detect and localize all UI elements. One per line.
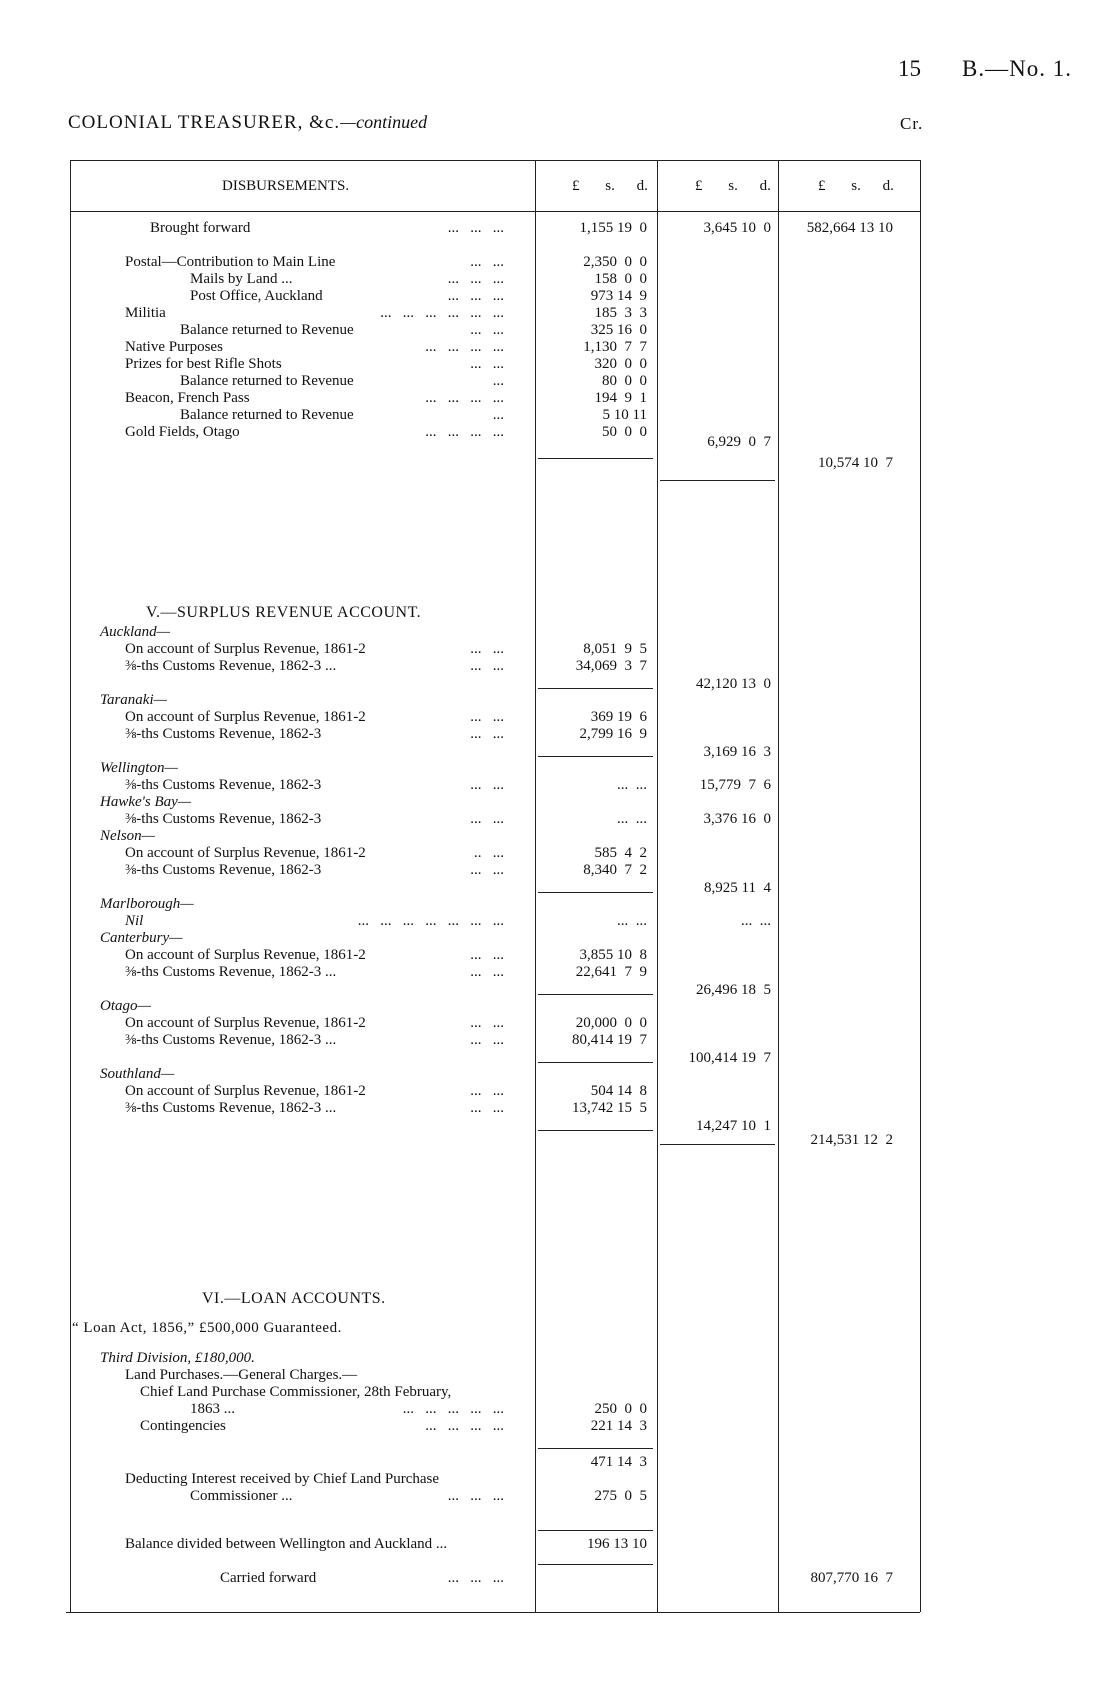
row-label: Land Purchases.—General Charges.— (125, 1367, 358, 1383)
row-label: Chief Land Purchase Commissioner, 28th February, (140, 1384, 452, 1400)
row-label: ⅜-ths Customs Revenue, 1862-3 (125, 777, 322, 793)
subtotal-rule (538, 1530, 653, 1531)
leader-dots: ... ... (470, 641, 504, 657)
ledger-row (0, 1100, 1114, 1117)
ledger-row (0, 356, 1114, 373)
row-label: Third Division, £180,000. (100, 1350, 255, 1366)
amount-c1: 325 16 0 (590, 322, 647, 338)
ledger-row (0, 709, 1114, 726)
amount-c1: 80,414 19 7 (572, 1032, 647, 1048)
amount-c1: 320 0 0 (594, 356, 647, 372)
leader-dots: ... ... (470, 1015, 504, 1031)
loan-act-line: “ Loan Act, 1856,” £500,000 Guaranteed. (72, 1320, 342, 1336)
row-label: Carried forward (220, 1570, 317, 1586)
ledger-row (0, 434, 1114, 451)
leader-dots: ... ... (470, 709, 504, 725)
leader-dots: ... ... ... ... ... (402, 1401, 504, 1417)
row-label: 1863 ... (190, 1401, 235, 1417)
leader-dots: ... ... ... ... ... ... ... (357, 913, 504, 929)
amount-c1: 8,051 9 5 (583, 641, 647, 657)
row-label: Native Purposes (125, 339, 223, 355)
leader-dots: ... ... ... (447, 1488, 504, 1504)
amount-c1: 275 0 5 (594, 1488, 647, 1504)
leader-dots: ... ... ... (447, 220, 504, 236)
amount-c3: 582,664 13 10 (806, 220, 893, 236)
ledger-row (0, 1454, 1114, 1471)
table-bottom-rule (66, 1612, 920, 1613)
row-label: ⅜-ths Customs Revenue, 1862-3 (125, 811, 322, 827)
leader-dots: ... ... (470, 964, 504, 980)
ledger-row (0, 1418, 1114, 1435)
amount-c1: 13,742 15 5 (572, 1100, 647, 1116)
leader-dots: ... ... ... (447, 1570, 504, 1586)
amount-c1: 973 14 9 (590, 288, 647, 304)
amount-c1: 50 0 0 (602, 424, 647, 440)
ledger-row (0, 1536, 1114, 1553)
leader-dots: ... ... (470, 1100, 504, 1116)
row-label: Balance divided between Wellington and Auckland ... (125, 1536, 448, 1552)
ledger-row (0, 322, 1114, 339)
shilling-label: s. (605, 178, 615, 194)
ledger-row (0, 305, 1114, 322)
ledger-row (0, 407, 1114, 424)
row-label: On account of Surplus Revenue, 1861-2 (125, 1083, 366, 1099)
amount-c1: ... ... (617, 777, 647, 793)
pound-label: £ (695, 178, 703, 194)
subtotal-rule (538, 1564, 653, 1565)
ledger-row (0, 982, 1114, 999)
row-label: ⅜-ths Customs Revenue, 1862-3 ... (125, 658, 337, 674)
leader-dots: ... ... (470, 947, 504, 963)
subtotal-rule (660, 480, 775, 481)
amount-c1: 504 14 8 (590, 1083, 647, 1099)
ledger-row (0, 641, 1114, 658)
row-label: Gold Fields, Otago (125, 424, 240, 440)
leader-dots: ... ... ... (447, 288, 504, 304)
ledger-row (0, 845, 1114, 862)
row-label: Balance returned to Revenue (180, 373, 354, 389)
amount-c1: 22,641 7 9 (575, 964, 647, 980)
pence-label: d. (882, 178, 894, 194)
amount-c2: 3,376 16 0 (703, 811, 771, 827)
ledger-row (0, 339, 1114, 356)
amount-c1: 8,340 7 2 (583, 862, 647, 878)
ledger-row (0, 726, 1114, 743)
amount-c1: 20,000 0 0 (575, 1015, 647, 1031)
ledger-row (0, 1570, 1114, 1587)
amount-c1: 3,855 10 8 (579, 947, 647, 963)
amount-c1: 1,130 7 7 (583, 339, 647, 355)
shilling-label: s. (851, 178, 861, 194)
row-label: Commissioner ... (190, 1488, 293, 1504)
ledger-row (0, 220, 1114, 237)
leader-dots: ... ... (470, 322, 504, 338)
credit-side-label: Cr. (900, 114, 924, 133)
title-main: COLONIAL TREASURER, &c. (68, 112, 341, 133)
amount-c2: 42,120 13 0 (696, 676, 771, 692)
amount-c1: 369 19 6 (590, 709, 647, 725)
ledger-row (0, 1032, 1114, 1049)
page-title (68, 112, 427, 134)
ledger-row (0, 271, 1114, 288)
leader-dots: ... ... (470, 862, 504, 878)
row-label: Prizes for best Rifle Shots (125, 356, 282, 372)
amount-c1: 158 0 0 (594, 271, 647, 287)
ledger-row (0, 1488, 1114, 1505)
amount-c3: 214,531 12 2 (810, 1132, 893, 1148)
amount-c1: ... ... (617, 811, 647, 827)
amount-c1: 250 0 0 (594, 1401, 647, 1417)
row-label: On account of Surplus Revenue, 1861-2 (125, 947, 366, 963)
row-label: Marlborough— (100, 896, 194, 912)
leader-dots: ... ... (470, 811, 504, 827)
row-label: Balance returned to Revenue (180, 322, 354, 338)
leader-dots: ... (492, 373, 504, 389)
amount-c1: 194 9 1 (594, 390, 647, 406)
pound-label: £ (572, 178, 580, 194)
ledger-row (0, 692, 1114, 709)
row-label: Deducting Interest received by Chief Land Purchase (125, 1471, 440, 1487)
ledger-row (0, 964, 1114, 981)
amount-c2: 14,247 10 1 (696, 1118, 771, 1134)
amount-c1: 80 0 0 (602, 373, 647, 389)
amount-c2: 8,925 11 4 (704, 880, 771, 896)
table-top-rule (70, 160, 920, 161)
ledger-row (0, 744, 1114, 761)
row-label: Auckland— (100, 624, 170, 640)
row-label: ⅜-ths Customs Revenue, 1862-3 ... (125, 964, 337, 980)
ledger-row (0, 998, 1114, 1015)
amount-c2: 100,414 19 7 (688, 1050, 771, 1066)
row-label: Nil (125, 913, 144, 929)
row-label: Post Office, Auckland (190, 288, 323, 304)
amount-c2: ... ... (741, 913, 771, 929)
col2-header (695, 178, 771, 195)
ledger-row (0, 1083, 1114, 1100)
amount-c1: ... ... (617, 913, 647, 929)
amount-c1: 471 14 3 (590, 1454, 647, 1470)
ledger-row (0, 1050, 1114, 1067)
leader-dots: ... ... ... (447, 271, 504, 287)
ledger-row (0, 1471, 1114, 1488)
col3-header (818, 178, 894, 195)
ledger-row (0, 1367, 1114, 1384)
page-number: 15 (898, 56, 921, 81)
ledger-row (0, 1401, 1114, 1418)
amount-c2: 6,929 0 7 (707, 434, 771, 450)
row-label: ⅜-ths Customs Revenue, 1862-3 (125, 726, 322, 742)
leader-dots: ... ... ... ... (425, 1418, 504, 1434)
title-suffix: —continued (340, 112, 428, 132)
ledger-row (0, 676, 1114, 693)
table-header-rule (70, 211, 920, 212)
ledger-row (0, 1350, 1114, 1367)
row-label: On account of Surplus Revenue, 1861-2 (125, 845, 366, 861)
ledger-row (0, 624, 1114, 641)
leader-dots: ... (492, 407, 504, 423)
leader-dots: ... ... (470, 658, 504, 674)
ledger-row (0, 455, 1114, 472)
ledger-row (0, 913, 1114, 930)
amount-c1: 1,155 19 0 (579, 220, 647, 236)
ledger-row (0, 390, 1114, 407)
leader-dots: ... ... (470, 254, 504, 270)
row-label: ⅜-ths Customs Revenue, 1862-3 (125, 862, 322, 878)
amount-c1: 2,350 0 0 (583, 254, 647, 270)
ledger-row (0, 862, 1114, 879)
row-label: On account of Surplus Revenue, 1861-2 (125, 641, 366, 657)
row-label: Nelson— (100, 828, 156, 844)
section-heading-loan: VI.—LOAN ACCOUNTS. (202, 1290, 386, 1307)
row-label: Brought forward (150, 220, 251, 236)
shilling-label: s. (728, 178, 738, 194)
ledger-row (0, 1015, 1114, 1032)
row-label: ⅜-ths Customs Revenue, 1862-3 ... (125, 1032, 337, 1048)
leader-dots: ... ... (470, 1032, 504, 1048)
ledger-row (0, 896, 1114, 913)
ledger-row (0, 777, 1114, 794)
ledger-row (0, 658, 1114, 675)
ledger-row (0, 760, 1114, 777)
ledger-row (0, 947, 1114, 964)
amount-c1: 585 4 2 (594, 845, 647, 861)
ledger-row (0, 880, 1114, 897)
leader-dots: ... ... (470, 726, 504, 742)
amount-c3: 10,574 10 7 (818, 455, 893, 471)
ledger-row (0, 373, 1114, 390)
row-label: Taranaki— (100, 692, 167, 708)
document-reference: B.—No. 1. (962, 56, 1072, 81)
amount-c1: 2,799 16 9 (579, 726, 647, 742)
row-label: Mails by Land ... (190, 271, 293, 287)
ledger-row (0, 254, 1114, 271)
row-label: Militia (125, 305, 166, 321)
row-label: Otago— (100, 998, 151, 1014)
row-label: Hawke's Bay— (100, 794, 192, 810)
ledger-row (0, 811, 1114, 828)
amount-c1: 185 3 3 (594, 305, 647, 321)
ledger-row (0, 794, 1114, 811)
ledger-row (0, 1132, 1114, 1149)
ledger-row (0, 288, 1114, 305)
ledger-row (0, 1066, 1114, 1083)
amount-c2: 26,496 18 5 (696, 982, 771, 998)
pound-label: £ (818, 178, 826, 194)
leader-dots: ... ... (470, 1083, 504, 1099)
amount-c3: 807,770 16 7 (810, 1570, 893, 1586)
section-heading-surplus: V.—SURPLUS REVENUE ACCOUNT. (146, 604, 422, 621)
ledger-row (0, 828, 1114, 845)
amount-c1: 221 14 3 (590, 1418, 647, 1434)
amount-c1: 196 13 10 (587, 1536, 647, 1552)
row-label: Balance returned to Revenue (180, 407, 354, 423)
amount-c1: 5 10 11 (602, 407, 647, 423)
row-label: Beacon, French Pass (125, 390, 250, 406)
leader-dots: ... ... ... ... (425, 390, 504, 406)
row-label: Contingencies (140, 1418, 226, 1434)
row-label: Postal—Contribution to Main Line (125, 254, 336, 270)
ledger-row (0, 1384, 1114, 1401)
row-label: Southland— (100, 1066, 175, 1082)
leader-dots: .. ... (474, 845, 504, 861)
amount-c2: 3,645 10 0 (703, 220, 771, 236)
ledger-row (0, 930, 1114, 947)
leader-dots: ... ... (470, 777, 504, 793)
col1-header (572, 178, 648, 195)
row-label: ⅜-ths Customs Revenue, 1862-3 ... (125, 1100, 337, 1116)
pence-label: d. (636, 178, 648, 194)
leader-dots: ... ... (470, 356, 504, 372)
leader-dots: ... ... ... ... ... ... (380, 305, 504, 321)
amount-c2: 15,779 7 6 (699, 777, 771, 793)
leader-dots: ... ... ... ... (425, 424, 504, 440)
row-label: Wellington— (100, 760, 178, 776)
amount-c2: 3,169 16 3 (703, 744, 771, 760)
row-label: Canterbury— (100, 930, 183, 946)
row-label: On account of Surplus Revenue, 1861-2 (125, 1015, 366, 1031)
leader-dots: ... ... ... ... (425, 339, 504, 355)
subtotal-rule (538, 1448, 653, 1449)
row-label: On account of Surplus Revenue, 1861-2 (125, 709, 366, 725)
pence-label: d. (759, 178, 771, 194)
disbursements-header: DISBURSEMENTS. (222, 178, 350, 194)
amount-c1: 34,069 3 7 (575, 658, 647, 674)
